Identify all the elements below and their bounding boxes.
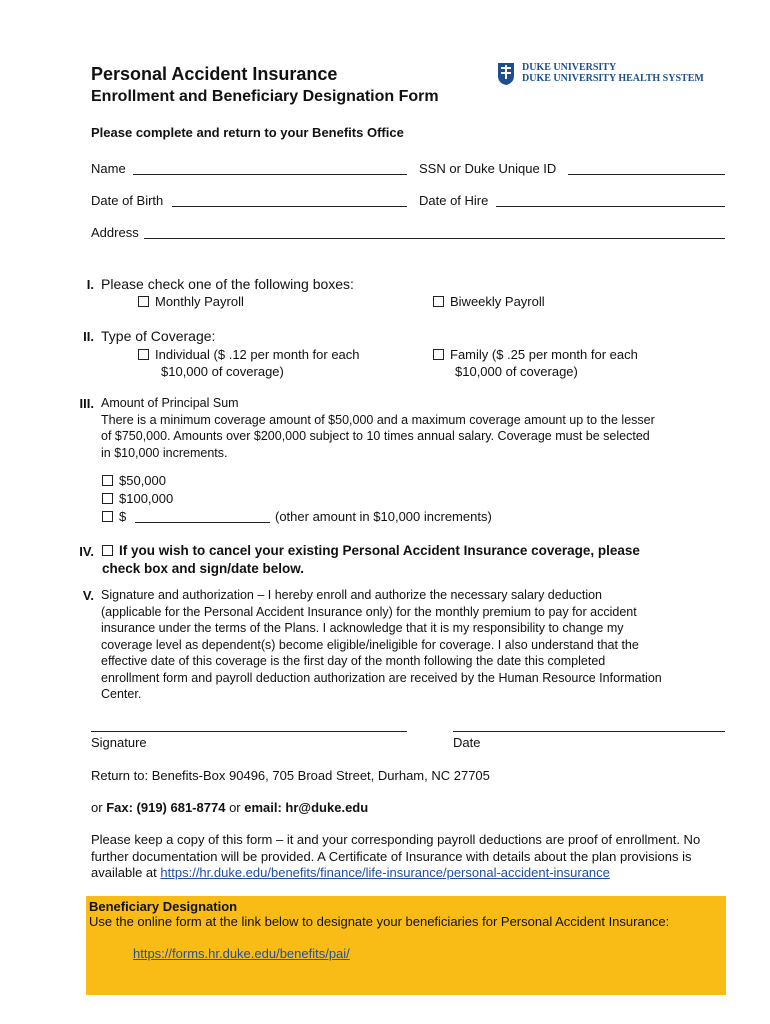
section-5-body [101, 587, 662, 703]
amount-50000-label: $50,000 [119, 473, 166, 488]
amount-100000-label: $100,000 [119, 491, 174, 506]
biweekly-checkbox[interactable] [433, 296, 444, 307]
section-1-number: I. [86, 277, 94, 292]
fax-number: Fax: (919) 681-8774 [106, 800, 226, 815]
section-5-line6: enrollment form and payroll deduction authorization are received by the Human Resource Information [101, 670, 662, 685]
section-5-line4: coverage level as dependent(s) become eligible/ineligible for coverage. I also understand that the [101, 637, 639, 652]
beneficiary-title: Beneficiary Designation [89, 899, 238, 914]
hire-field[interactable] [496, 206, 725, 207]
section-5-line2: (applicable for the Personal Accident Insurance only) for the monthly premium to pay for accident [101, 604, 637, 619]
return-contact [91, 800, 368, 815]
signature-field[interactable] [91, 731, 407, 732]
hire-label: Date of Hire [419, 193, 489, 208]
or-text-2: or [229, 800, 241, 815]
individual-coverage-option[interactable] [138, 346, 360, 380]
signature-label: Signature [91, 735, 147, 750]
biweekly-payroll-option[interactable] [433, 294, 545, 309]
form-title: Personal Accident Insurance [91, 64, 338, 84]
section-2-number: II. [83, 329, 94, 344]
amount-50000-option[interactable] [102, 473, 166, 488]
monthly-checkbox[interactable] [138, 296, 149, 307]
duke-shield-icon [497, 62, 515, 86]
dob-label: Date of Birth [91, 193, 164, 208]
section-3-line2: of $750,000. Amounts over $200,000 subject to 10 times annual salary. Coverage must be selected [101, 429, 650, 443]
logo-line2: DUKE UNIVERSITY HEALTH SYSTEM [522, 73, 704, 84]
amount-100000-checkbox[interactable] [102, 493, 113, 504]
ssn-label: SSN or Duke Unique ID [419, 161, 557, 176]
section-2-heading: Type of Coverage: [101, 328, 216, 344]
amount-100000-option[interactable] [102, 491, 173, 506]
section-3-number: III. [79, 396, 94, 411]
notice-line3-prefix: available at [91, 865, 157, 880]
email-address[interactable]: email: hr@duke.edu [244, 800, 369, 815]
date-field[interactable] [453, 731, 725, 732]
cancel-coverage-option[interactable] [102, 542, 640, 578]
family-line2: $10,000 of coverage) [455, 364, 578, 379]
other-amount-field[interactable] [135, 522, 270, 523]
amount-50000-checkbox[interactable] [102, 475, 113, 486]
family-checkbox[interactable] [433, 349, 444, 360]
individual-line1: Individual ($ .12 per month for each [155, 347, 360, 362]
beneficiary-text: Use the online form at the link below to designate your beneficiaries for Personal Accident Insurance: [89, 914, 670, 929]
section-3-body [101, 395, 655, 461]
name-label: Name [91, 161, 126, 176]
section-3-heading: Amount of Principal Sum [101, 396, 239, 410]
family-line1: Family ($ .25 per month for each [450, 347, 638, 362]
beneficiary-form-link[interactable]: https://forms.hr.duke.edu/benefits/pai/ [133, 946, 350, 961]
instruction: Please complete and return to your Benefits Office [91, 125, 404, 140]
notice [91, 832, 700, 882]
amount-other-suffix: (other amount in $10,000 increments) [275, 509, 492, 524]
address-label: Address [91, 225, 139, 240]
section-5-line7: Center. [101, 687, 142, 701]
individual-checkbox[interactable] [138, 349, 149, 360]
logo-line1: DUKE UNIVERSITY [522, 62, 617, 73]
pai-info-link[interactable]: https://hr.duke.edu/benefits/finance/life-insurance/personal-accident-insurance [160, 865, 610, 880]
notice-line1: Please keep a copy of this form – it and your corresponding payroll deductions are proof of enrollment. No [91, 832, 701, 847]
ssn-field[interactable] [568, 174, 725, 175]
amount-other-option[interactable] [102, 509, 126, 524]
notice-line3 [91, 865, 700, 882]
individual-line2: $10,000 of coverage) [161, 364, 284, 379]
section-5-line3: insurance under the terms of the Plans. I acknowledge that it is my responsibility to change my [101, 621, 624, 635]
notice-line2: further documentation will be provided. A Certificate of Insurance with details about the plan provisions is [91, 848, 692, 864]
amount-other-checkbox[interactable] [102, 511, 113, 522]
cancel-checkbox[interactable] [102, 545, 113, 556]
duke-logo-text [522, 62, 704, 84]
section-5-number: V. [82, 588, 94, 603]
section-4-number: IV. [79, 544, 94, 559]
section-3-line3: in $10,000 increments. [101, 445, 228, 460]
form-subtitle: Enrollment and Beneficiary Designation Form [91, 88, 439, 105]
date-label: Date [453, 735, 481, 750]
section-4-line2: check box and sign/date below. [102, 561, 305, 576]
name-field[interactable] [133, 174, 407, 175]
monthly-payroll-option[interactable] [138, 294, 244, 309]
monthly-label: Monthly Payroll [155, 294, 244, 309]
return-address: Return to: Benefits-Box 90496, 705 Broad Street, Durham, NC 27705 [91, 768, 490, 783]
section-3-line1: There is a minimum coverage amount of $50,000 and a maximum coverage amount up to the lesser [101, 412, 655, 427]
address-field[interactable] [144, 238, 725, 239]
dob-field[interactable] [172, 206, 407, 207]
section-5-line1: Signature and authorization – I hereby enroll and authorize the necessary salary deduction [101, 588, 603, 602]
section-5-line5: effective date of this coverage is the first day of the month following the date this completed [101, 654, 606, 668]
biweekly-label: Biweekly Payroll [450, 294, 545, 309]
section-4-line1: If you wish to cancel your existing Personal Accident Insurance coverage, please [119, 543, 640, 558]
or-text-1: or [91, 800, 103, 815]
section-1-heading: Please check one of the following boxes: [101, 276, 354, 292]
amount-other-prefix: $ [119, 509, 127, 524]
family-coverage-option[interactable] [433, 346, 638, 380]
